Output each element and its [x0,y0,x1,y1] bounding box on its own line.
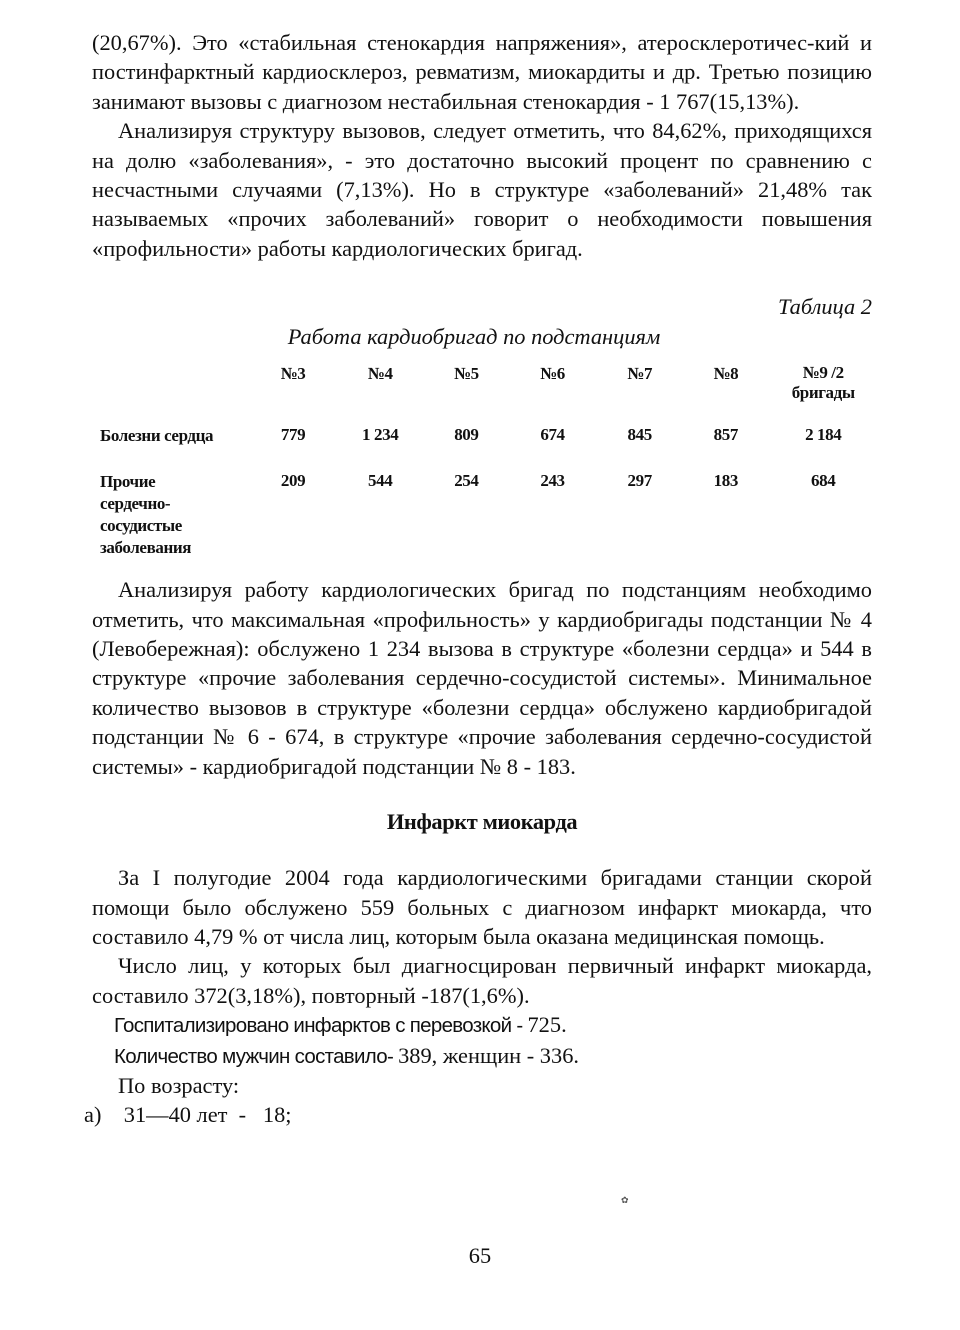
table-cell: 674 [540,425,565,445]
column-header: №8 [713,364,739,384]
column-header: №9 /2 бригады [791,363,855,403]
page-number: 65 [468,1243,492,1268]
age-item: а) 31—40 лет - 18; [84,1102,292,1128]
section-heading: Инфаркт миокарда [386,809,578,835]
gender-line [92,1041,872,1071]
table-cell: 684 [811,471,836,491]
column-header: №7 [627,364,653,384]
gender-label: Количество мужчин составило- [114,1044,394,1068]
table-corner [100,363,249,423]
table-cell: 2 184 [805,425,842,445]
table-cell: 857 [713,425,738,445]
hospitalized-line [92,1010,872,1040]
paragraph-infarction-1: За I полугодие 2004 года кардиологическими бригадами станции скорой помощи было обслужено 559 больных с диагнозом инфаркт миокарда, что составило 4,79 % от числа лиц, которым была оказана медицинская помощь. [92,865,872,949]
paragraph-analysis: Анализируя работу кардиологических бригад по подстанциям необходимо отметить, что максимальная «профильность» у кардиобригады подстанции № 4 (Левобережная): обслужено 1 234 вызова в структуре «болезни сердца» и 544 в структуре «прочие заболевания сердечно-сосудистой системы». Минимальное количество вызовов в структуре «болезни сердца» обслужено кардиобригадой подстанции № 6 - 674, в структуре «прочие заболевания сердечно-сосудистой системы» - кардиобригадой подстанции № 8 - 183. [92,577,872,779]
page-content [84,28,872,1130]
table-title: Работа кардиобригад по подстанциям [287,324,661,350]
paragraph-infarction-2: Число лиц, у которых был диагносцирован первичный инфаркт миокарда, составило 372(3,18%), повторный -187(1,6%). [92,953,872,1008]
table-row [100,471,872,561]
row-label: Прочие сердечно-сосудистые заболевания [100,472,192,558]
table-caption: Таблица 2 [778,294,872,320]
gender-value: 389, женщин - 336. [398,1042,579,1068]
table-cell: 1 234 [362,425,399,445]
row-label: Болезни сердца [100,426,214,446]
scan-speck: ✿ [621,1195,629,1205]
column-header: №4 [367,364,393,384]
table-cell: 183 [713,471,738,491]
age-heading: По возрасту: [118,1072,240,1098]
table-row [100,423,872,471]
table-cell: 544 [368,471,393,491]
substation-table [100,363,872,561]
hospitalized-value: 725. [527,1012,567,1038]
table-cell: 209 [280,471,306,491]
column-header-last [768,363,872,423]
column-header: №6 [540,364,565,384]
table-cell: 254 [454,471,479,491]
paragraph-2: Анализируя структуру вызовов, следует отметить, что 84,62%, приходящихся на долю «заболевания», - это достаточно высокий процент по сравнению с несчастными случаями (7,13%). Но в структуре «заболеваний» 21,48% так называемых «прочих заболеваний» говорит о необходимости повышения «профильности» работы кардиологических бригад. [92,118,872,261]
table-cell: 297 [627,471,652,491]
table-cell: 809 [454,425,479,445]
table-header-row [100,363,872,423]
table-cell: 779 [280,425,306,445]
column-header: №3 [280,364,306,384]
table-cell: 845 [627,425,652,445]
paragraph-1: (20,67%). Это «стабильная стенокардия напряжения», атеросклеротичес-кий и постинфарктный кардиосклероз, ревматизм, миокардиты и др. Третью позицию занимают вызовы с диагнозом нестабильная стенокардия - 1 767(15,13%). [92,30,872,114]
table-cell: 243 [540,471,565,491]
hospitalized-label: Госпитализировано инфарктов с перевозкой - [114,1014,523,1038]
column-header: №5 [453,364,479,384]
